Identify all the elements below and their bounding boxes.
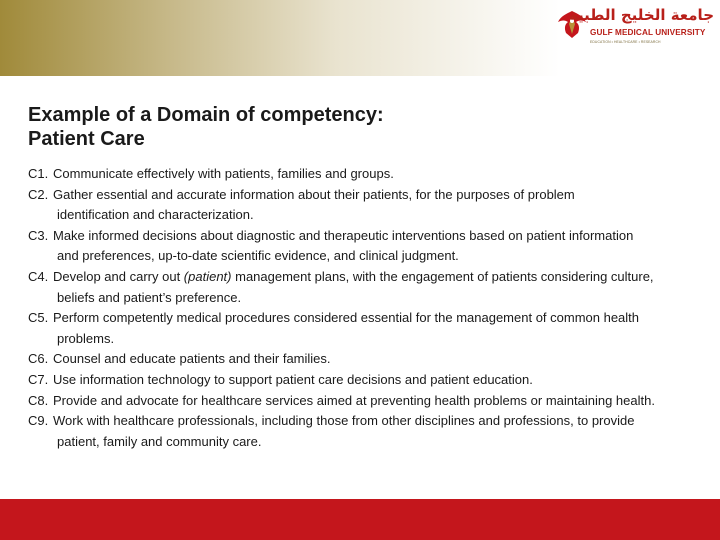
item-number: C4. bbox=[28, 268, 49, 284]
item-text-part: Develop and carry out bbox=[53, 268, 184, 284]
item-number: C6. bbox=[28, 351, 49, 367]
logo-english-name: GULF MEDICAL UNIVERSITY bbox=[590, 28, 706, 37]
title-line-2: Patient Care bbox=[28, 128, 145, 150]
item-text: Counsel and educate patients and their families. bbox=[53, 351, 331, 367]
university-logo bbox=[556, 4, 716, 60]
item-text-continued: problems. bbox=[57, 330, 115, 346]
item-text-part: management plans, with the engagement of patients considering culture, bbox=[231, 268, 654, 284]
item-text bbox=[53, 269, 654, 284]
item-number: C1. bbox=[28, 166, 49, 181]
list-item bbox=[28, 411, 708, 452]
item-number: C2. bbox=[28, 186, 49, 202]
item-text-continued: and preferences, up-to-date scientific evidence, and clinical judgment. bbox=[57, 248, 459, 264]
item-text-continued: beliefs and patient’s preference. bbox=[57, 289, 242, 305]
item-text: Work with healthcare professionals, including those from other disciplines and professions, to provide bbox=[53, 413, 635, 429]
list-item bbox=[28, 164, 708, 185]
competency-list bbox=[28, 164, 708, 452]
item-number: C8. bbox=[28, 392, 49, 408]
list-item bbox=[28, 185, 708, 226]
title-line-1: Example of a Domain of competency: bbox=[28, 104, 384, 126]
item-number: C5. bbox=[28, 310, 49, 326]
footer-bar bbox=[0, 499, 720, 540]
list-item bbox=[28, 349, 708, 370]
item-text: Use information technology to support patient care decisions and patient education. bbox=[53, 371, 533, 387]
list-item bbox=[28, 391, 708, 412]
list-item bbox=[28, 267, 708, 308]
logo-arabic-name: جامعة الخليج الطبية bbox=[568, 6, 714, 24]
list-item bbox=[28, 370, 708, 391]
header-band bbox=[0, 0, 720, 76]
list-item bbox=[28, 226, 708, 267]
item-text-continued: patient, family and community care. bbox=[57, 433, 262, 449]
item-text: Gather essential and accurate information about their patients, for the purposes of problem bbox=[53, 186, 575, 202]
item-text: Provide and advocate for healthcare services aimed at preventing health problems or maintaining health. bbox=[53, 392, 655, 408]
item-text: Communicate effectively with patients, families and groups. bbox=[53, 166, 394, 181]
item-number: C3. bbox=[28, 227, 49, 243]
item-number: C9. bbox=[28, 413, 49, 429]
logo-tagline: EDUCATION • HEALTHCARE • RESEARCH bbox=[590, 40, 661, 44]
item-text: Make informed decisions about diagnostic and therapeutic interventions based on patient information bbox=[53, 227, 634, 243]
item-text: Perform competently medical procedures considered essential for the management of common health bbox=[53, 310, 640, 326]
item-number: C7. bbox=[28, 371, 49, 387]
list-item bbox=[28, 308, 708, 349]
slide-title bbox=[28, 103, 508, 151]
item-text-continued: identification and characterization. bbox=[57, 207, 254, 223]
item-text-emphasis: (patient) bbox=[183, 268, 232, 284]
header-gradient bbox=[0, 0, 560, 76]
